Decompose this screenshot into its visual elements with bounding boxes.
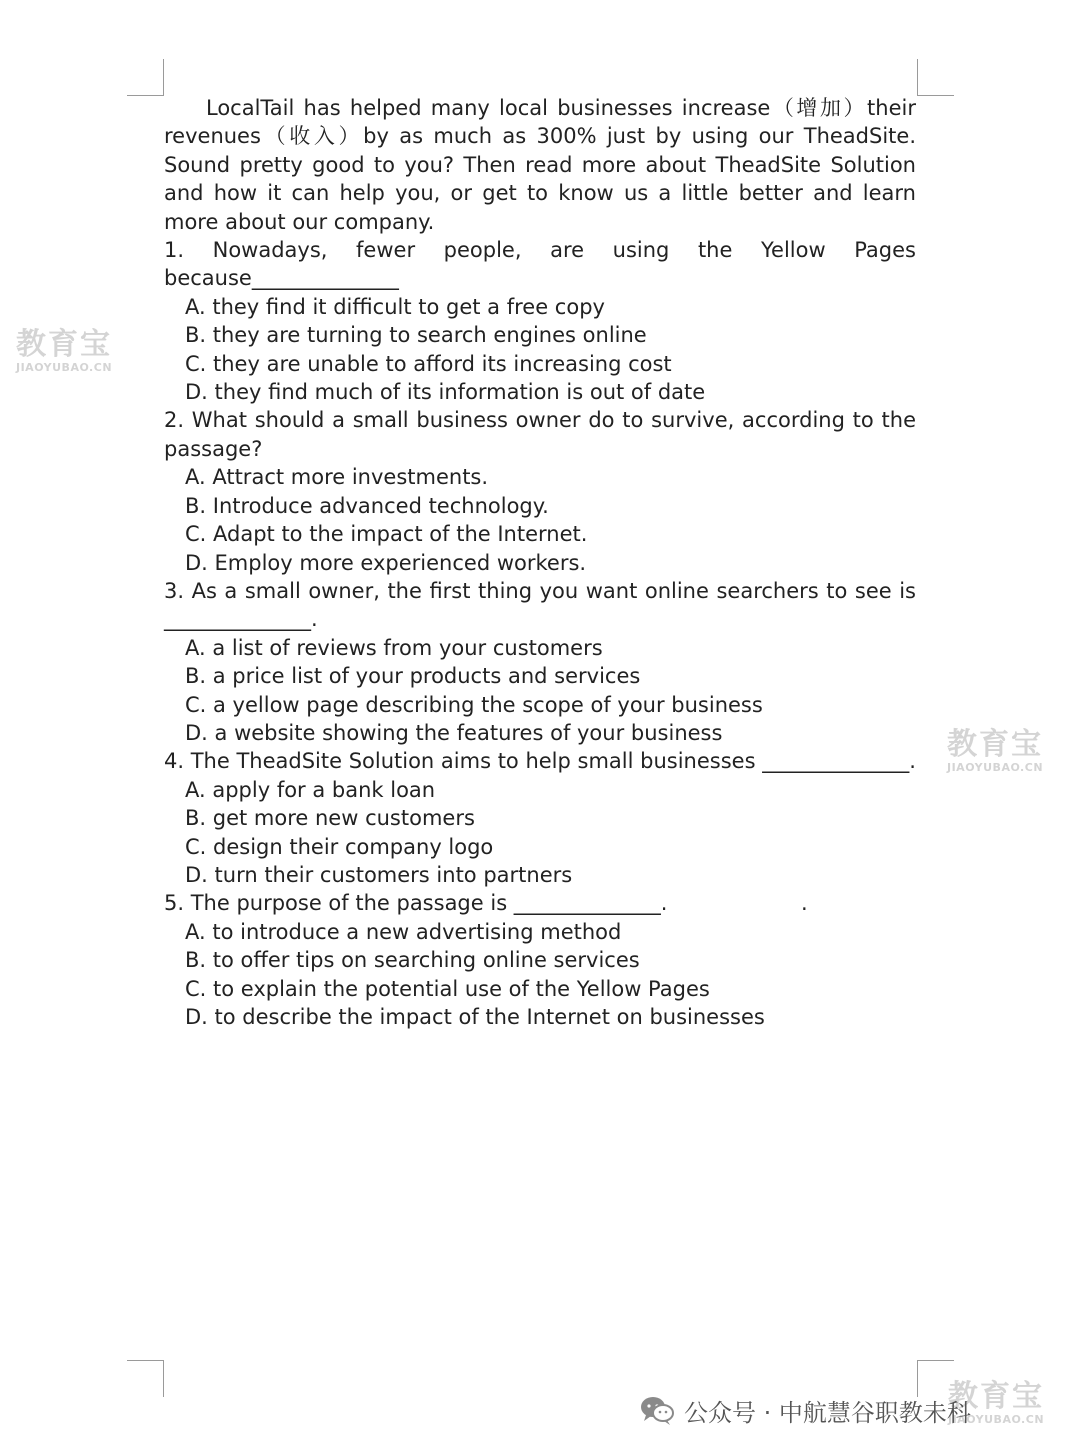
- watermark-right: [947, 728, 1043, 774]
- question-3-option-b: B. a price list of your products and services: [185, 664, 641, 689]
- watermark-en: JIAOYUBAO.CN: [16, 361, 113, 374]
- question-4-text: 4. The TheadSite Solution aims to help small businesses ______________.: [164, 749, 916, 774]
- question-5: [164, 889, 916, 1031]
- question-2-option-d: D. Employ more experienced workers.: [185, 550, 587, 575]
- question-5-option-a: A. to introduce a new advertising method: [185, 919, 622, 944]
- wechat-icon: [638, 1393, 676, 1427]
- question-3-text: 3. As a small owner, the first thing you want online searchers to see is ______________.: [164, 578, 916, 632]
- question-4-option-a: A. apply for a bank loan: [185, 777, 436, 802]
- question-3-option-a: A. a list of reviews from your customers: [185, 635, 603, 660]
- reading-passage: LocalTail has helped many local businesses increase（增加）their revenues（收入）by as much as 300% just by using our TheadSite. Sound pretty good to you? Then read more about TheadSite Solution and how it can help you, or get to know us a little better and learn more about our company.: [164, 96, 916, 234]
- watermark-cn: 教育宝: [16, 327, 113, 362]
- document-body: [164, 94, 916, 1031]
- question-2-option-a: A. Attract more investments.: [185, 465, 489, 490]
- question-1-line-1: 1. Nowadays, fewer people, are using the Yellow Pages: [164, 238, 916, 263]
- question-2-text: 2. What should a small business owner do to survive, according to the passage?: [164, 408, 916, 461]
- watermark-cn: 教育宝: [948, 1379, 1045, 1414]
- page-corner-mark-bottom-left: [127, 1360, 164, 1397]
- question-2-option-c: C. Adapt to the impact of the Internet.: [185, 522, 588, 547]
- question-5-option-c: C. to explain the potential use of the Yellow Pages: [185, 976, 710, 1001]
- question-5-option-b: B. to offer tips on searching online services: [185, 948, 640, 973]
- question-1-line-2: because______________: [164, 266, 399, 291]
- page-corner-mark-top-right: [917, 59, 954, 96]
- question-4-option-b: B. get more new customers: [185, 806, 475, 831]
- footer-account-text: 公众号 · 中航慧谷职教未科: [684, 1398, 971, 1427]
- question-1-option-a: A. they find it difficult to get a free copy: [185, 294, 605, 319]
- question-5-option-d: D. to describe the impact of the Internet on businesses: [185, 1005, 765, 1029]
- question-4-option-d: D. turn their customers into partners: [185, 862, 573, 887]
- question-1-option-b: B. they are turning to search engines online: [185, 323, 647, 348]
- question-4: [164, 747, 916, 889]
- question-3-option-c: C. a yellow page describing the scope of your business: [185, 692, 763, 717]
- question-2: [164, 406, 916, 576]
- question-5-text: 5. The purpose of the passage is ______________. .: [164, 891, 808, 916]
- watermark-left: [16, 328, 112, 374]
- page-corner-mark-top-left: [127, 59, 164, 96]
- question-2-option-b: B. Introduce advanced technology.: [185, 493, 549, 518]
- question-3-option-d: D. a website showing the features of your business: [185, 720, 723, 745]
- question-3: [164, 577, 916, 747]
- question-4-option-c: C. design their company logo: [185, 834, 494, 859]
- question-1-option-d: D. they find much of its information is out of date: [185, 380, 706, 405]
- question-1: [164, 236, 916, 406]
- watermark-en: JIAOYUBAO.CN: [947, 761, 1044, 774]
- question-1-option-c: C. they are unable to afford its increasing cost: [185, 351, 672, 376]
- wechat-footer: [638, 1392, 971, 1428]
- watermark-cn: 教育宝: [947, 727, 1044, 762]
- watermark-en: JIAOYUBAO.CN: [948, 1413, 1045, 1426]
